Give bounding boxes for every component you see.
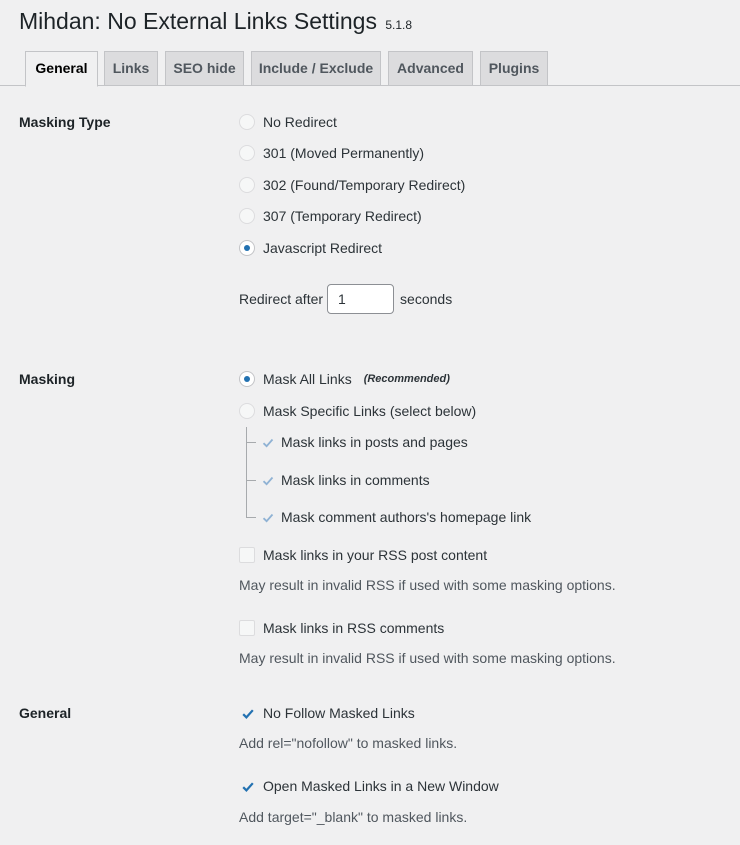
redirect-prefix: Redirect after	[239, 291, 324, 307]
option-mask-rss-post[interactable]	[239, 547, 487, 563]
option-mask-posts[interactable]	[259, 434, 468, 450]
option-301[interactable]	[239, 145, 424, 161]
check-icon	[240, 779, 256, 795]
check-icon	[240, 706, 256, 722]
option-label: No Follow Masked Links	[263, 705, 415, 721]
redirect-delay-row	[239, 284, 452, 314]
rss-comments-description: May result in invalid RSS if used with some masking options.	[239, 650, 616, 666]
redirect-suffix: seconds	[400, 291, 453, 307]
tab-advanced[interactable]: Advanced	[388, 51, 473, 86]
tree-tick	[246, 480, 256, 481]
tab-links[interactable]: Links	[104, 51, 158, 86]
checkbox-mask-rss-post[interactable]	[239, 547, 255, 563]
tree-connector	[246, 427, 256, 518]
general-label: General	[19, 705, 72, 721]
option-label: 302 (Found/Temporary Redirect)	[263, 177, 466, 193]
option-label: Javascript Redirect	[263, 240, 383, 256]
option-mask-comments[interactable]	[259, 472, 430, 488]
checkbox-mask-rss-comments[interactable]	[239, 620, 255, 636]
radio-302[interactable]	[239, 177, 255, 193]
page-title-text: Mihdan: No External Links Settings	[19, 8, 377, 34]
option-label: Mask All Links	[263, 371, 352, 387]
option-label: Mask links in your RSS post content	[263, 547, 488, 563]
option-label: Mask Specific Links (select below)	[263, 403, 477, 419]
option-new-window[interactable]	[239, 778, 499, 794]
check-icon	[260, 473, 276, 489]
checkbox-nofollow[interactable]	[239, 705, 255, 721]
radio-mask-all[interactable]	[239, 371, 255, 387]
option-label: No Redirect	[263, 114, 337, 130]
radio-javascript-redirect[interactable]	[239, 240, 255, 256]
tab-include-exclude[interactable]: Include / Exclude	[251, 51, 381, 86]
masking-type-label: Masking Type	[19, 114, 111, 130]
plugin-version: 5.1.8	[385, 18, 413, 32]
option-302[interactable]	[239, 177, 465, 193]
option-mask-specific[interactable]	[239, 403, 476, 419]
redirect-seconds-input[interactable]	[327, 284, 394, 314]
new-window-description: Add target="_blank" to masked links.	[239, 809, 468, 825]
option-label: Mask links in posts and pages	[281, 434, 468, 450]
tab-general[interactable]: General	[25, 51, 98, 87]
masking-label: Masking	[19, 371, 76, 387]
tab-seo-hide[interactable]: SEO hide	[165, 51, 244, 86]
option-mask-all[interactable]	[239, 371, 450, 387]
check-icon	[260, 510, 276, 526]
radio-no-redirect[interactable]	[239, 114, 255, 130]
radio-mask-specific[interactable]	[239, 403, 255, 419]
tab-plugins[interactable]: Plugins	[480, 51, 548, 86]
nofollow-description: Add rel="nofollow" to masked links.	[239, 735, 458, 751]
check-icon	[260, 435, 276, 451]
option-mask-author-homepage[interactable]	[259, 509, 531, 525]
checkbox-new-window[interactable]	[239, 778, 255, 794]
option-nofollow[interactable]	[239, 705, 415, 721]
rss-post-description: May result in invalid RSS if used with some masking options.	[239, 577, 616, 593]
radio-301[interactable]	[239, 145, 255, 161]
option-mask-rss-comments[interactable]	[239, 620, 444, 636]
option-no-redirect[interactable]	[239, 114, 337, 130]
option-label: Mask links in comments	[281, 472, 430, 488]
option-label: 301 (Moved Permanently)	[263, 145, 425, 161]
page-title	[19, 8, 412, 35]
recommended-note: (Recommended)	[363, 373, 450, 385]
tree-tick	[246, 442, 256, 443]
option-label: Mask comment authors's homepage link	[281, 509, 532, 525]
option-307[interactable]	[239, 208, 422, 224]
option-javascript-redirect[interactable]	[239, 240, 382, 256]
option-label: Mask links in RSS comments	[263, 620, 445, 636]
checkbox-mask-comments[interactable]	[259, 472, 275, 488]
option-label: 307 (Temporary Redirect)	[263, 208, 422, 224]
option-label: Open Masked Links in a New Window	[263, 778, 499, 794]
checkbox-mask-posts[interactable]	[259, 434, 275, 450]
checkbox-mask-author-homepage[interactable]	[259, 509, 275, 525]
radio-307[interactable]	[239, 208, 255, 224]
